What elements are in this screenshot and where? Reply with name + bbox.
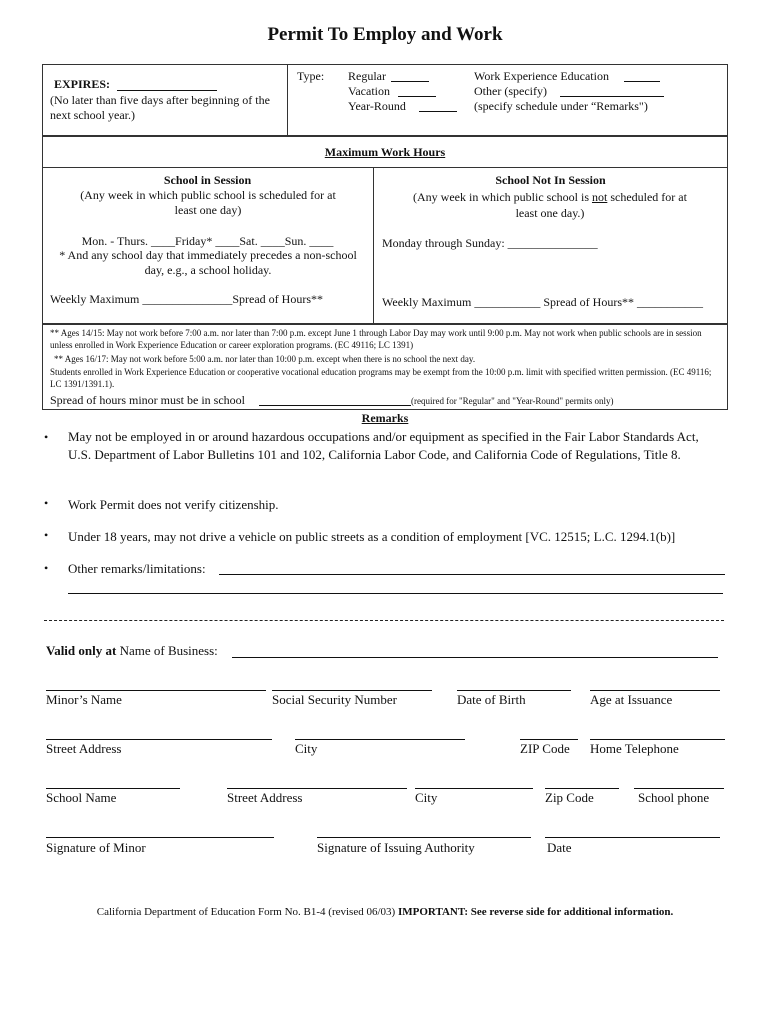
bullet-icon: • [44, 561, 49, 575]
remarks-heading: Remarks [361, 411, 409, 425]
ssn-field[interactable] [272, 690, 432, 691]
street-address-field[interactable] [46, 739, 272, 740]
type-work-experience: Work Experience Education [474, 69, 609, 83]
authority-signature-field[interactable] [317, 837, 531, 838]
type-year-round: Year-Round [348, 99, 406, 113]
authority-signature-label: Signature of Issuing Authority [317, 840, 475, 855]
in-session-heading: School in Session [163, 173, 252, 187]
in-session-days[interactable]: Mon. - Thurs. ____Friday* ____Sat. ____Sun. ____ [81, 234, 334, 248]
expires-field[interactable] [117, 90, 217, 91]
remark-item: May not be employed in or around hazardous occupations and/or equipment as specified in the Fair Labor Standards Act, U.S. Department of Labor Bulletins 101 and 102, California Labor Code, and California Code of Regulations, Title 8. [68, 429, 699, 462]
type-year-round-field[interactable] [419, 111, 457, 112]
page-title: Permit To Employ and Work [267, 24, 503, 45]
home-phone-field[interactable] [590, 739, 725, 740]
street-address-label: Street Address [46, 741, 122, 756]
bullet-icon: • [44, 496, 49, 510]
date-label: Date [547, 840, 572, 855]
type-regular: Regular [348, 69, 386, 83]
other-remarks-field[interactable] [219, 574, 725, 575]
notes-work-experience: Students enrolled in Work Experience Education or cooperative vocational education programs may be exempt from the 10:00 p.m. limit with specified written permission. (EC 49116; LC 1391/1391.1). [50, 367, 712, 389]
minor-name-field[interactable] [46, 690, 266, 691]
ssn-label: Social Security Number [272, 692, 397, 707]
minor-signature-field[interactable] [46, 837, 274, 838]
zip-field[interactable] [520, 739, 578, 740]
bullet-icon: • [44, 528, 49, 542]
in-session-note: * And any school day that immediately precedes a non-school day, e.g., a school holiday. [59, 248, 357, 277]
school-name-field[interactable] [46, 788, 180, 789]
in-session-desc: (Any week in which public school is scheduled for at least one day) [80, 188, 336, 217]
valid-only-at: Valid only at Name of Business: [46, 643, 218, 658]
not-in-session-weekly[interactable]: Weekly Maximum ___________ Spread of Hours** ___________ [382, 295, 703, 309]
school-city-field[interactable] [415, 788, 533, 789]
cut-line [44, 620, 724, 621]
dob-label: Date of Birth [457, 692, 526, 707]
city-label: City [295, 741, 318, 756]
school-phone-field[interactable] [634, 788, 724, 789]
type-regular-field[interactable] [391, 81, 429, 82]
expires-label: EXPIRES: [54, 77, 111, 91]
spread-note: (required for "Regular" and "Year-Round" permits only) [411, 396, 614, 406]
bullet-icon: • [44, 430, 49, 444]
age-label: Age at Issuance [590, 692, 673, 707]
footer: California Department of Education Form No. B1-4 (revised 06/03) IMPORTANT: See reverse side for additional information. [96, 906, 674, 918]
not-in-session-days[interactable]: Monday through Sunday: _______________ [382, 236, 598, 250]
business-name-field[interactable] [232, 657, 718, 658]
in-session-weekly[interactable]: Weekly Maximum _______________Spread of Hours** [50, 292, 323, 306]
minor-name-label: Minor’s Name [46, 692, 122, 707]
remark-item: Under 18 years, may not drive a vehicle on public streets as a condition of employment [VC. 12515; L.C. 1294.1(b)] [68, 529, 676, 544]
school-zip-label: Zip Code [545, 790, 594, 805]
remark-item: Other remarks/limitations: [68, 561, 206, 576]
city-field[interactable] [295, 739, 465, 740]
date-field[interactable] [545, 837, 720, 838]
school-phone-label: School phone [638, 790, 710, 805]
school-city-label: City [415, 790, 438, 805]
not-in-session-heading: School Not In Session [495, 173, 606, 187]
spread-label: Spread of hours minor must be in school [50, 393, 245, 407]
type-vacation: Vacation [348, 84, 390, 98]
not-in-session-desc: (Any week in which public school is not scheduled for at least one day.) [413, 190, 687, 220]
school-zip-field[interactable] [545, 788, 619, 789]
minor-signature-label: Signature of Minor [46, 840, 146, 855]
home-phone-label: Home Telephone [590, 741, 679, 756]
zip-label: ZIP Code [520, 741, 570, 756]
other-remarks-field-2[interactable] [68, 593, 723, 594]
notes-ages-16-17: ** Ages 16/17: May not work before 5:00 a.m. nor later than 10:00 p.m. except when there is no school the next day. [54, 354, 476, 364]
age-field[interactable] [590, 690, 720, 691]
school-street-field[interactable] [227, 788, 407, 789]
type-label: Type: [297, 69, 325, 83]
remark-item: Work Permit does not verify citizenship. [68, 497, 279, 512]
type-other-note: (specify schedule under “Remarks") [474, 99, 648, 113]
type-work-experience-field[interactable] [624, 81, 660, 82]
dob-field[interactable] [457, 690, 571, 691]
expires-note: (No later than five days after beginning of the next school year.) [50, 93, 270, 122]
spread-field[interactable] [259, 405, 411, 406]
max-hours-heading: Maximum Work Hours [324, 145, 446, 159]
notes-ages-14-15: ** Ages 14/15: May not work before 7:00 a.m. nor later than 7:00 p.m. except June 1 through Labor Day may work until 9:00 p.m. May not work when public schools are in session unless enrolled in Work Experience Education or career exploration programs. (EC 49116; LC 1391) [50, 328, 702, 350]
school-name-label: School Name [46, 790, 117, 805]
type-vacation-field[interactable] [398, 96, 436, 97]
type-other-field[interactable] [560, 96, 664, 97]
type-other: Other (specify) [474, 84, 547, 98]
school-street-label: Street Address [227, 790, 303, 805]
